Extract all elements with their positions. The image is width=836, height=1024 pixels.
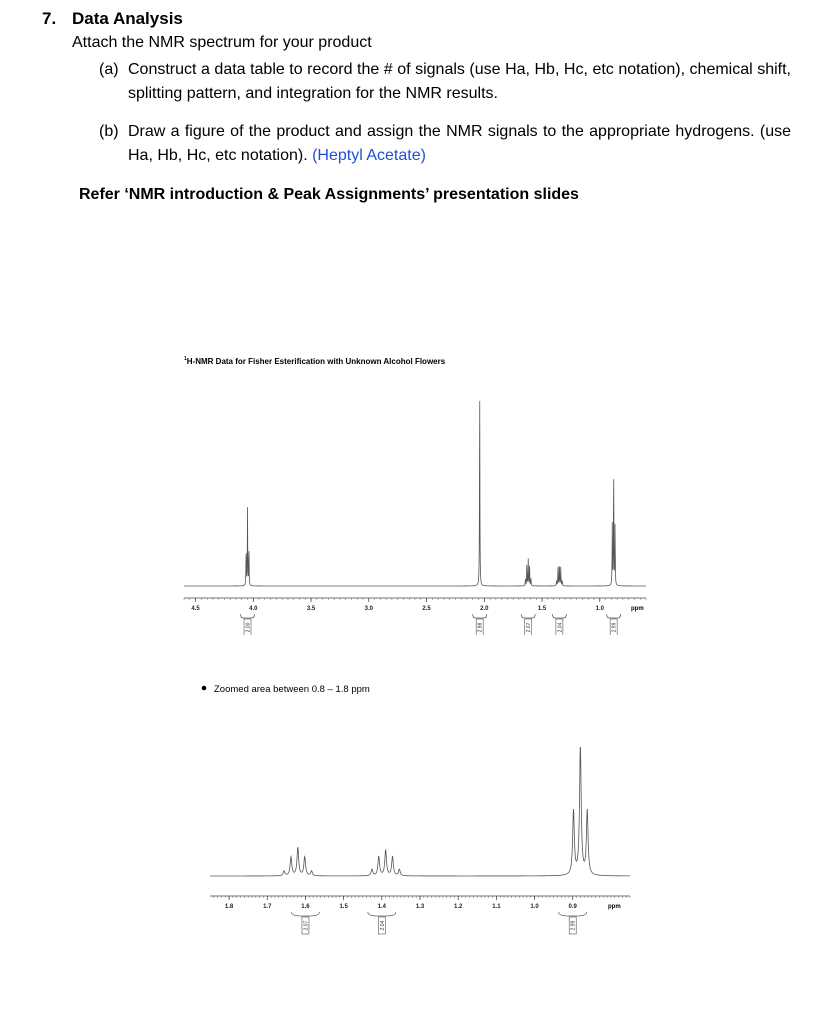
integration-value: 2.04: [557, 622, 564, 633]
x-tick-label: 4.5: [191, 606, 200, 612]
x-tick-label: 1.6: [301, 904, 310, 910]
x-tick-label: 1.0: [530, 904, 539, 910]
spectrum-trace: [210, 747, 630, 876]
item-a-text: Construct a data table to record the # of signals (use Ha, Hb, Hc, etc notation), chemical shift, splitting pattern, and integration for the NMR results.: [128, 61, 791, 102]
zoom-plot-area: [210, 747, 630, 934]
x-tick-label: 1.5: [339, 904, 348, 910]
x-tick-label: 3.5: [306, 606, 316, 612]
x-tick-label: 0.9: [568, 904, 577, 910]
question-number: 7.: [42, 9, 57, 28]
integration-bracket: [559, 912, 587, 916]
question-title: Data Analysis: [72, 9, 183, 28]
integration-bracket: [607, 614, 621, 618]
item-b-label: (b): [99, 123, 119, 140]
spectrum-title-superscript: 1: [184, 356, 187, 362]
integration-bracket: [473, 614, 487, 618]
nmr-spectrum-full: [170, 345, 660, 635]
x-tick-label: 4.0: [249, 606, 258, 612]
item-b-product-name: (Heptyl Acetate): [312, 147, 426, 164]
integration-value: 2.99: [570, 920, 577, 931]
integration-bracket: [368, 912, 396, 916]
x-tick-label: 3.0: [364, 606, 373, 612]
nmr-spectrum-zoomed: [190, 670, 650, 970]
item-a: [99, 58, 791, 106]
integration-value: 2.07: [303, 920, 310, 931]
x-tick-label: 1.5: [537, 606, 547, 612]
item-a-label: (a): [99, 61, 119, 78]
integration-value: 2.98: [477, 622, 484, 633]
spectrum-title: [184, 356, 446, 366]
x-tick-label: 1.8: [224, 904, 234, 910]
x-tick-label: 1.3: [415, 904, 425, 910]
refer-note: Refer ‘NMR introduction & Peak Assignments’ presentation slides: [79, 186, 579, 203]
item-b-text: Draw a figure of the product and assign the NMR signals to the appropriate hydrogens. (use Ha, Hb, Hc, etc notation).: [128, 123, 791, 164]
spectrum-plot-area: [184, 401, 646, 635]
x-tick-label: 2.5: [422, 606, 431, 612]
question-heading: [42, 9, 183, 29]
integration-value: 2.00: [245, 622, 252, 633]
zoom-caption: Zoomed area between 0.8 – 1.8 ppm: [214, 684, 370, 695]
x-tick-label: 1.0: [595, 606, 604, 612]
x-tick-label: 1.7: [263, 904, 272, 910]
integration-value: 2.04: [379, 920, 386, 931]
zoom-x-unit: ppm: [608, 904, 621, 910]
x-tick-label: 2.0: [480, 606, 489, 612]
spectrum-x-unit: ppm: [631, 606, 644, 612]
spectrum-title-text: H-NMR Data for Fisher Esterification with Unknown Alcohol Flowers: [186, 357, 446, 366]
attach-instruction: Attach the NMR spectrum for your product: [72, 34, 372, 51]
caption-bullet: [202, 686, 207, 691]
integration-value: 2.07: [526, 622, 533, 633]
integration-bracket: [552, 614, 566, 618]
x-tick-label: 1.4: [377, 904, 386, 910]
item-b-text-block: [128, 120, 791, 168]
integration-bracket: [241, 614, 255, 618]
integration-value: 2.99: [611, 622, 618, 633]
x-tick-label: 1.2: [454, 904, 463, 910]
item-b: [99, 120, 791, 168]
x-tick-label: 1.1: [492, 904, 501, 910]
spectrum-trace: [184, 401, 646, 586]
integration-bracket: [521, 614, 535, 618]
integration-bracket: [291, 912, 319, 916]
